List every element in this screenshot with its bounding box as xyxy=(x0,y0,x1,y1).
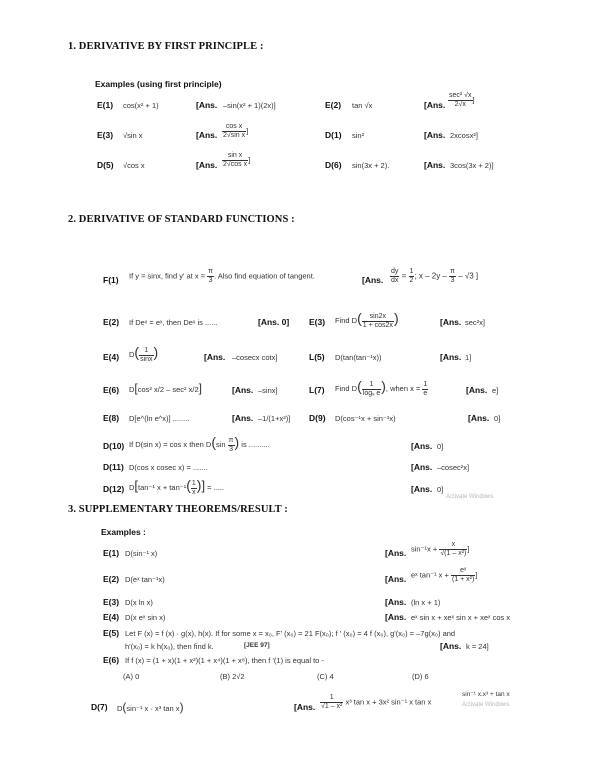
examples-subheading-3: Examples : xyxy=(101,527,146,537)
watermark-2: Activate Windows xyxy=(462,702,510,708)
watermark: Activate Windows xyxy=(446,494,494,500)
question-s3e5-line2: h'(x₀) = k h(x₀), then find k. xyxy=(125,642,214,651)
question-e2: tan √x xyxy=(352,101,373,110)
item-label-e3: E(3) xyxy=(97,130,114,140)
item-label-s3e4: E(4) xyxy=(103,612,120,622)
item-label-e1: E(1) xyxy=(97,100,114,110)
answer-l5: 1] xyxy=(465,353,472,362)
question-s3e2: D(eˣ tan⁻¹x) xyxy=(125,575,165,584)
exam-tag: [JEE 97] xyxy=(244,642,270,649)
item-label-s3d7: D(7) xyxy=(91,702,108,712)
question-l5: D(tan(tan⁻¹x)) xyxy=(335,353,382,362)
answer-key-s3d7: [Ans. xyxy=(294,702,316,712)
answer-d1: 2xcosx²] xyxy=(450,131,478,140)
answer-e2: sec² √x 2√x ] xyxy=(449,92,475,108)
answer-s3d7: $\frac{1}{\text{√1 – x²}}$ x³ tan x + 3x² sin⁻¹ x tan x xyxy=(321,694,432,710)
answer-e8: –1/(1+x²)] xyxy=(258,414,291,423)
option-d: (D) 6 xyxy=(412,672,429,681)
answer-key-d11: [Ans. xyxy=(411,462,433,472)
question-f1: If y = sinx, find y' at x = $\frac{\pi}{3}$ . Also find equation of tangent. xyxy=(129,268,315,284)
answer-key-d6: [Ans. xyxy=(424,160,446,170)
item-label-d12: D(12) xyxy=(103,484,125,494)
question-s3e6: If f (x) = (1 + x)(1 + x²)(1 + x⁴)(1 + x⁸), then f '(1) is equal to - xyxy=(125,656,324,665)
section-title-3: 3. SUPPLEMENTARY THEOREMS/RESULT : xyxy=(68,504,288,515)
answer-e1: –sin(x² + 1)(2x)] xyxy=(223,101,276,110)
answer-key-e8: [Ans. xyxy=(232,413,254,423)
section-title-1: 1. DERIVATIVE BY FIRST PRINCIPLE : xyxy=(68,41,264,52)
answer-s3e2: eˣ tan⁻¹ x + $\frac{\text{eˣ}}{\text{(1 + x²)}}$ ] xyxy=(411,567,478,583)
item-label-s3e2: E(2) xyxy=(103,574,120,584)
item-label-d10: D(10) xyxy=(103,441,125,451)
answer-e4: –cosecx cotx] xyxy=(232,353,278,362)
answer-key-d12: [Ans. xyxy=(411,484,433,494)
question-s3e5-line1: Let F (x) = f (x) · g(x), h(x). If for some x = x₀, F' (x₀) = 21 F(x₀); f ' (x₀) = 4 f (x₀), g'(x₀) = –7g(x₀) and xyxy=(125,629,456,638)
question-d5: √cos x xyxy=(123,161,145,170)
answer-tail-s3d7: sin⁻¹ x.x³ + tan x xyxy=(462,691,510,698)
question-d11: D(cos x cosec x) = ....... xyxy=(129,463,208,472)
section-title-2: 2. DERIVATIVE OF STANDARD FUNCTIONS : xyxy=(68,214,295,225)
answer-d6: 3cos(3x + 2)] xyxy=(450,161,494,170)
item-label-s3e1: E(1) xyxy=(103,548,120,558)
answer-key-d9: [Ans. xyxy=(468,413,490,423)
item-label-d5: D(5) xyxy=(97,160,114,170)
question-s3e1: D(sin⁻¹ x) xyxy=(125,549,158,558)
answer-key-s3e4: [Ans. xyxy=(385,612,407,622)
question-e3: √sin x xyxy=(123,131,143,140)
answer-key-l5: [Ans. xyxy=(440,352,462,362)
answer-e3b: sec²x] xyxy=(465,318,486,327)
answer-key-l7: [Ans. xyxy=(466,385,488,395)
answer-f1: $\frac{dy}{dx}$ = $\frac{1}{2}$ ; x – 2y – $\frac{\pi}{3}$ – √3 ] xyxy=(391,268,479,284)
item-label-e3b: E(3) xyxy=(309,317,326,327)
answer-key-s3e5: [Ans. xyxy=(440,641,462,651)
question-s3d7: D(sin⁻¹ x · x³ tan x) xyxy=(117,700,184,714)
question-s3e3: D(x ln x) xyxy=(125,598,153,607)
question-e8: D[e^(ln e^x)] ........ xyxy=(129,414,190,423)
answer-key-e3: [Ans. xyxy=(196,130,218,140)
answer-s3e4: eˣ sin x + xeˣ sin x + xeˣ cos x xyxy=(411,613,511,622)
answer-key-f1: [Ans. xyxy=(362,275,384,285)
answer-key-s3e2: [Ans. xyxy=(385,574,407,584)
item-label-e6: E(6) xyxy=(103,385,120,395)
answer-d12: 0] xyxy=(437,485,444,494)
answer-key-e2: [Ans. xyxy=(424,100,446,110)
item-label-e2: E(2) xyxy=(325,100,342,110)
item-label-e2b: E(2) xyxy=(103,317,120,327)
item-label-d6: D(6) xyxy=(325,160,342,170)
question-e3b: Find D( $\frac{\sin 2x}{1 + \cos 2x}$ ) xyxy=(335,310,399,329)
option-c: (C) 4 xyxy=(317,672,334,681)
question-s3e4: D(x eˣ sin x) xyxy=(125,613,166,622)
item-label-l5: L(5) xyxy=(309,352,325,362)
answer-key-e1: [Ans. xyxy=(196,100,218,110)
answer-e6: –sinx] xyxy=(258,386,278,395)
question-l7: Find D( $\frac{1}{\text{logₓ e}}$ ), when x = $\frac{1}{e}$ xyxy=(335,378,428,397)
item-label-s3e5: E(5) xyxy=(103,628,120,638)
question-e4: D( $\frac{1}{\sin x}$ ) xyxy=(129,344,159,363)
answer-e2b: [Ans. 0] xyxy=(258,317,290,327)
answer-key-e6: [Ans. xyxy=(232,385,254,395)
question-d9: D(cos⁻¹x + sin⁻¹x) xyxy=(335,414,396,423)
item-label-s3e3: E(3) xyxy=(103,597,120,607)
option-a: (A) 0 xyxy=(123,672,140,681)
question-d12: D[tan⁻¹ x + tan⁻¹( $\frac{1}{x}$ )] = ..... xyxy=(129,477,225,496)
examples-subheading: Examples (using first principle) xyxy=(95,79,222,89)
answer-s3e5: k = 24] xyxy=(466,642,489,651)
answer-key-d5: [Ans. xyxy=(196,160,218,170)
answer-s3e1: sin⁻¹x + $\frac{x}{\text{√(1 – x²)}}$ ] xyxy=(411,541,470,557)
question-e1: cos(x² + 1) xyxy=(123,101,159,110)
answer-d5: $\frac{\text{sin x}}{\text{2√cos x}}$ ] xyxy=(223,152,251,168)
question-e2b: If Deˣ = eˣ, then Deˣ is ...... xyxy=(129,318,218,327)
answer-key-d10: [Ans. xyxy=(411,441,433,451)
answer-d10: 0] xyxy=(437,442,444,451)
answer-key-d1: [Ans. xyxy=(424,130,446,140)
answer-d11: –cosec²x] xyxy=(437,463,470,472)
answer-key-e4: [Ans. xyxy=(204,352,226,362)
item-label-l7: L(7) xyxy=(309,385,325,395)
item-label-f1: F(1) xyxy=(103,275,119,285)
item-label-e4: E(4) xyxy=(103,352,120,362)
question-d1: sin² xyxy=(352,131,365,140)
item-label-e8: E(8) xyxy=(103,413,120,423)
item-label-s3e6: E(6) xyxy=(103,655,120,665)
answer-s3e3: (ln x + 1) xyxy=(411,598,441,607)
question-d10: If D(sin x) = cos x then D(sin $\frac{\pi}{3}$ ) is .......... xyxy=(129,434,270,453)
question-d6: sin(3x + 2). xyxy=(352,161,390,170)
item-label-d1: D(1) xyxy=(325,130,342,140)
answer-key-e3b: [Ans. xyxy=(440,317,462,327)
item-label-d11: D(11) xyxy=(103,462,124,472)
answer-l7: e] xyxy=(492,386,499,395)
option-b: (B) 2√2 xyxy=(220,672,245,681)
question-e6: D[cos² x/2 – sec² x/2] xyxy=(129,381,202,395)
answer-e3: $\frac{\text{cos x}}{\text{2√sin x}}$ ] xyxy=(223,123,249,139)
answer-key-s3e3: [Ans. xyxy=(385,597,407,607)
item-label-d9: D(9) xyxy=(309,413,326,423)
answer-d9: 0] xyxy=(494,414,501,423)
answer-key-s3e1: [Ans. xyxy=(385,548,407,558)
